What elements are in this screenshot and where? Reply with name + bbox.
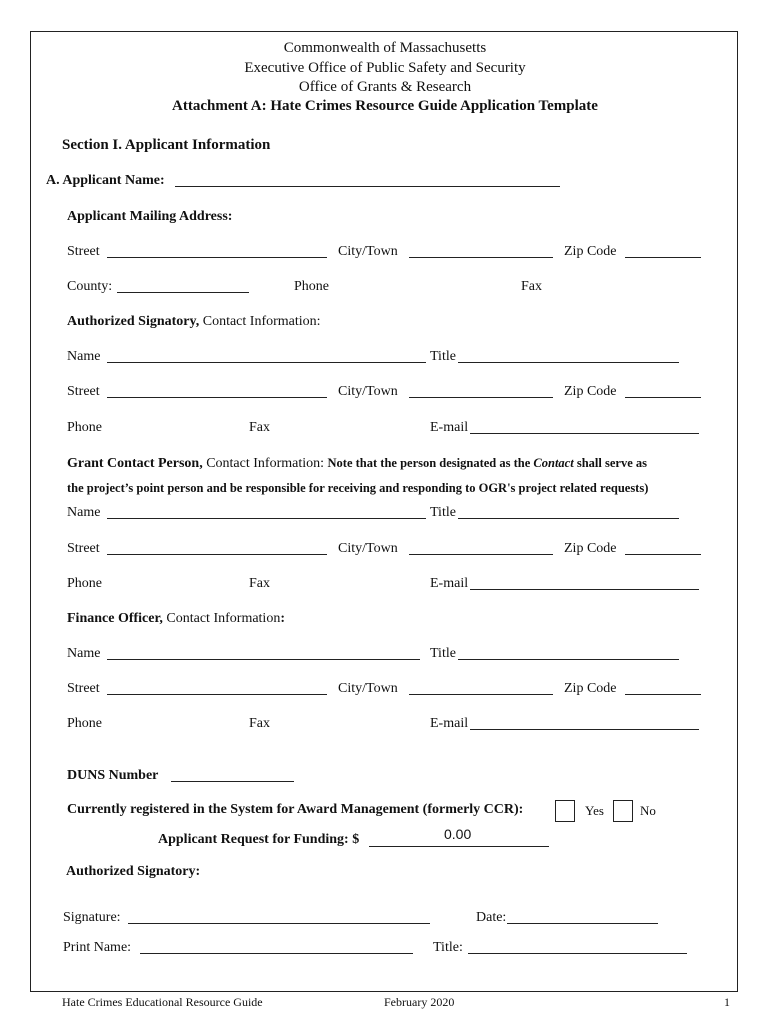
date-label: Date: bbox=[476, 910, 507, 925]
signatory-email-label: E-mail bbox=[430, 420, 469, 435]
funding-field-line bbox=[369, 846, 549, 847]
signature-label: Signature: bbox=[63, 910, 121, 925]
finance-zip-label: Zip Code bbox=[564, 681, 617, 696]
finance-fax-label: Fax bbox=[249, 716, 270, 731]
signatory-title-field[interactable] bbox=[458, 362, 679, 363]
sam-yes-checkbox[interactable] bbox=[555, 800, 575, 822]
funding-amount-input[interactable]: 0.00 bbox=[444, 826, 472, 842]
signatory-zip-field[interactable] bbox=[625, 397, 701, 398]
date-field[interactable] bbox=[507, 923, 658, 924]
sam-no-checkbox[interactable] bbox=[613, 800, 633, 822]
county-label: County: bbox=[67, 279, 113, 294]
sam-question: Currently registered in the System for Award Management (formerly CCR): bbox=[67, 802, 524, 817]
sam-yes-label: Yes bbox=[585, 803, 604, 818]
footer-guide-name: Hate Crimes Educational Resource Guide bbox=[62, 995, 263, 1009]
finance-city-label: City/Town bbox=[338, 681, 398, 696]
signatory-name-field[interactable] bbox=[107, 362, 426, 363]
signatory-name-label: Name bbox=[67, 349, 101, 364]
finance-name-label: Name bbox=[67, 646, 101, 661]
grant-contact-phone-label: Phone bbox=[67, 576, 102, 591]
mailing-address-heading: Applicant Mailing Address: bbox=[67, 209, 233, 224]
applicant-zip-label: Zip Code bbox=[564, 244, 617, 259]
grant-contact-fax-label: Fax bbox=[249, 576, 270, 591]
grant-contact-street-field[interactable] bbox=[107, 554, 327, 555]
signatory-email-field[interactable] bbox=[470, 433, 699, 434]
finance-city-field[interactable] bbox=[409, 694, 553, 695]
finance-street-field[interactable] bbox=[107, 694, 327, 695]
grant-contact-city-field[interactable] bbox=[409, 554, 553, 555]
section-title: Section I. Applicant Information bbox=[62, 137, 271, 153]
finance-email-field[interactable] bbox=[470, 729, 699, 730]
signatory-phone-label: Phone bbox=[67, 420, 102, 435]
applicant-phone-label: Phone bbox=[294, 279, 329, 294]
applicant-fax-label: Fax bbox=[521, 279, 542, 294]
finance-street-label: Street bbox=[67, 681, 100, 696]
finance-officer-heading: Finance Officer, Contact Information: bbox=[67, 611, 285, 626]
funding-label: Applicant Request for Funding: $ bbox=[158, 832, 360, 847]
finance-zip-field[interactable] bbox=[625, 694, 701, 695]
applicant-street-label: Street bbox=[67, 244, 100, 259]
grant-contact-title-field[interactable] bbox=[458, 518, 679, 519]
header-line-2: Executive Office of Public Safety and Security bbox=[244, 60, 526, 76]
applicant-name-field[interactable] bbox=[175, 186, 560, 187]
signatory-city-label: City/Town bbox=[338, 384, 398, 399]
grant-contact-name-label: Name bbox=[67, 505, 101, 520]
signature-block-heading: Authorized Signatory: bbox=[66, 864, 201, 879]
finance-name-field[interactable] bbox=[107, 659, 420, 660]
signatory-zip-label: Zip Code bbox=[564, 384, 617, 399]
header-line-3: Office of Grants & Research bbox=[298, 79, 472, 95]
finance-title-label: Title bbox=[430, 646, 456, 661]
county-field[interactable] bbox=[117, 292, 249, 293]
duns-field[interactable] bbox=[171, 781, 294, 782]
grant-contact-heading: Grant Contact Person, Contact Information: Note that the person designated as the Contact shall serve as bbox=[67, 456, 647, 471]
applicant-name-label: A. Applicant Name: bbox=[46, 173, 165, 188]
sam-no-label: No bbox=[640, 803, 656, 818]
applicant-street-field[interactable] bbox=[107, 257, 327, 258]
print-name-field[interactable] bbox=[140, 953, 413, 954]
signature-title-field[interactable] bbox=[468, 953, 687, 954]
applicant-city-field[interactable] bbox=[409, 257, 553, 258]
grant-contact-title-label: Title bbox=[430, 505, 456, 520]
authorized-signatory-heading: Authorized Signatory, Contact Information: bbox=[67, 314, 321, 329]
grant-contact-street-label: Street bbox=[67, 541, 100, 556]
footer-date: February 2020 bbox=[384, 995, 455, 1009]
applicant-city-label: City/Town bbox=[338, 244, 398, 259]
header-line-1: Commonwealth of Massachusetts bbox=[283, 40, 487, 56]
grant-contact-zip-label: Zip Code bbox=[564, 541, 617, 556]
grant-contact-zip-field[interactable] bbox=[625, 554, 701, 555]
footer-page-number: 1 bbox=[724, 995, 730, 1009]
grant-contact-note: the project’s point person and be responsible for receiving and responding to OGR's project related requests) bbox=[67, 481, 649, 495]
grant-contact-city-label: City/Town bbox=[338, 541, 398, 556]
signature-field[interactable] bbox=[128, 923, 430, 924]
signatory-fax-label: Fax bbox=[249, 420, 270, 435]
signatory-title-label: Title bbox=[430, 349, 456, 364]
signatory-street-label: Street bbox=[67, 384, 100, 399]
finance-title-field[interactable] bbox=[458, 659, 679, 660]
finance-phone-label: Phone bbox=[67, 716, 102, 731]
grant-contact-email-field[interactable] bbox=[470, 589, 699, 590]
finance-email-label: E-mail bbox=[430, 716, 469, 731]
grant-contact-name-field[interactable] bbox=[107, 518, 426, 519]
applicant-zip-field[interactable] bbox=[625, 257, 701, 258]
document-title: Attachment A: Hate Crimes Resource Guide Application Template bbox=[172, 98, 598, 114]
signatory-city-field[interactable] bbox=[409, 397, 553, 398]
duns-label: DUNS Number bbox=[67, 768, 159, 783]
grant-contact-email-label: E-mail bbox=[430, 576, 469, 591]
signature-title-label: Title: bbox=[433, 940, 463, 955]
signatory-street-field[interactable] bbox=[107, 397, 327, 398]
print-name-label: Print Name: bbox=[63, 940, 132, 955]
